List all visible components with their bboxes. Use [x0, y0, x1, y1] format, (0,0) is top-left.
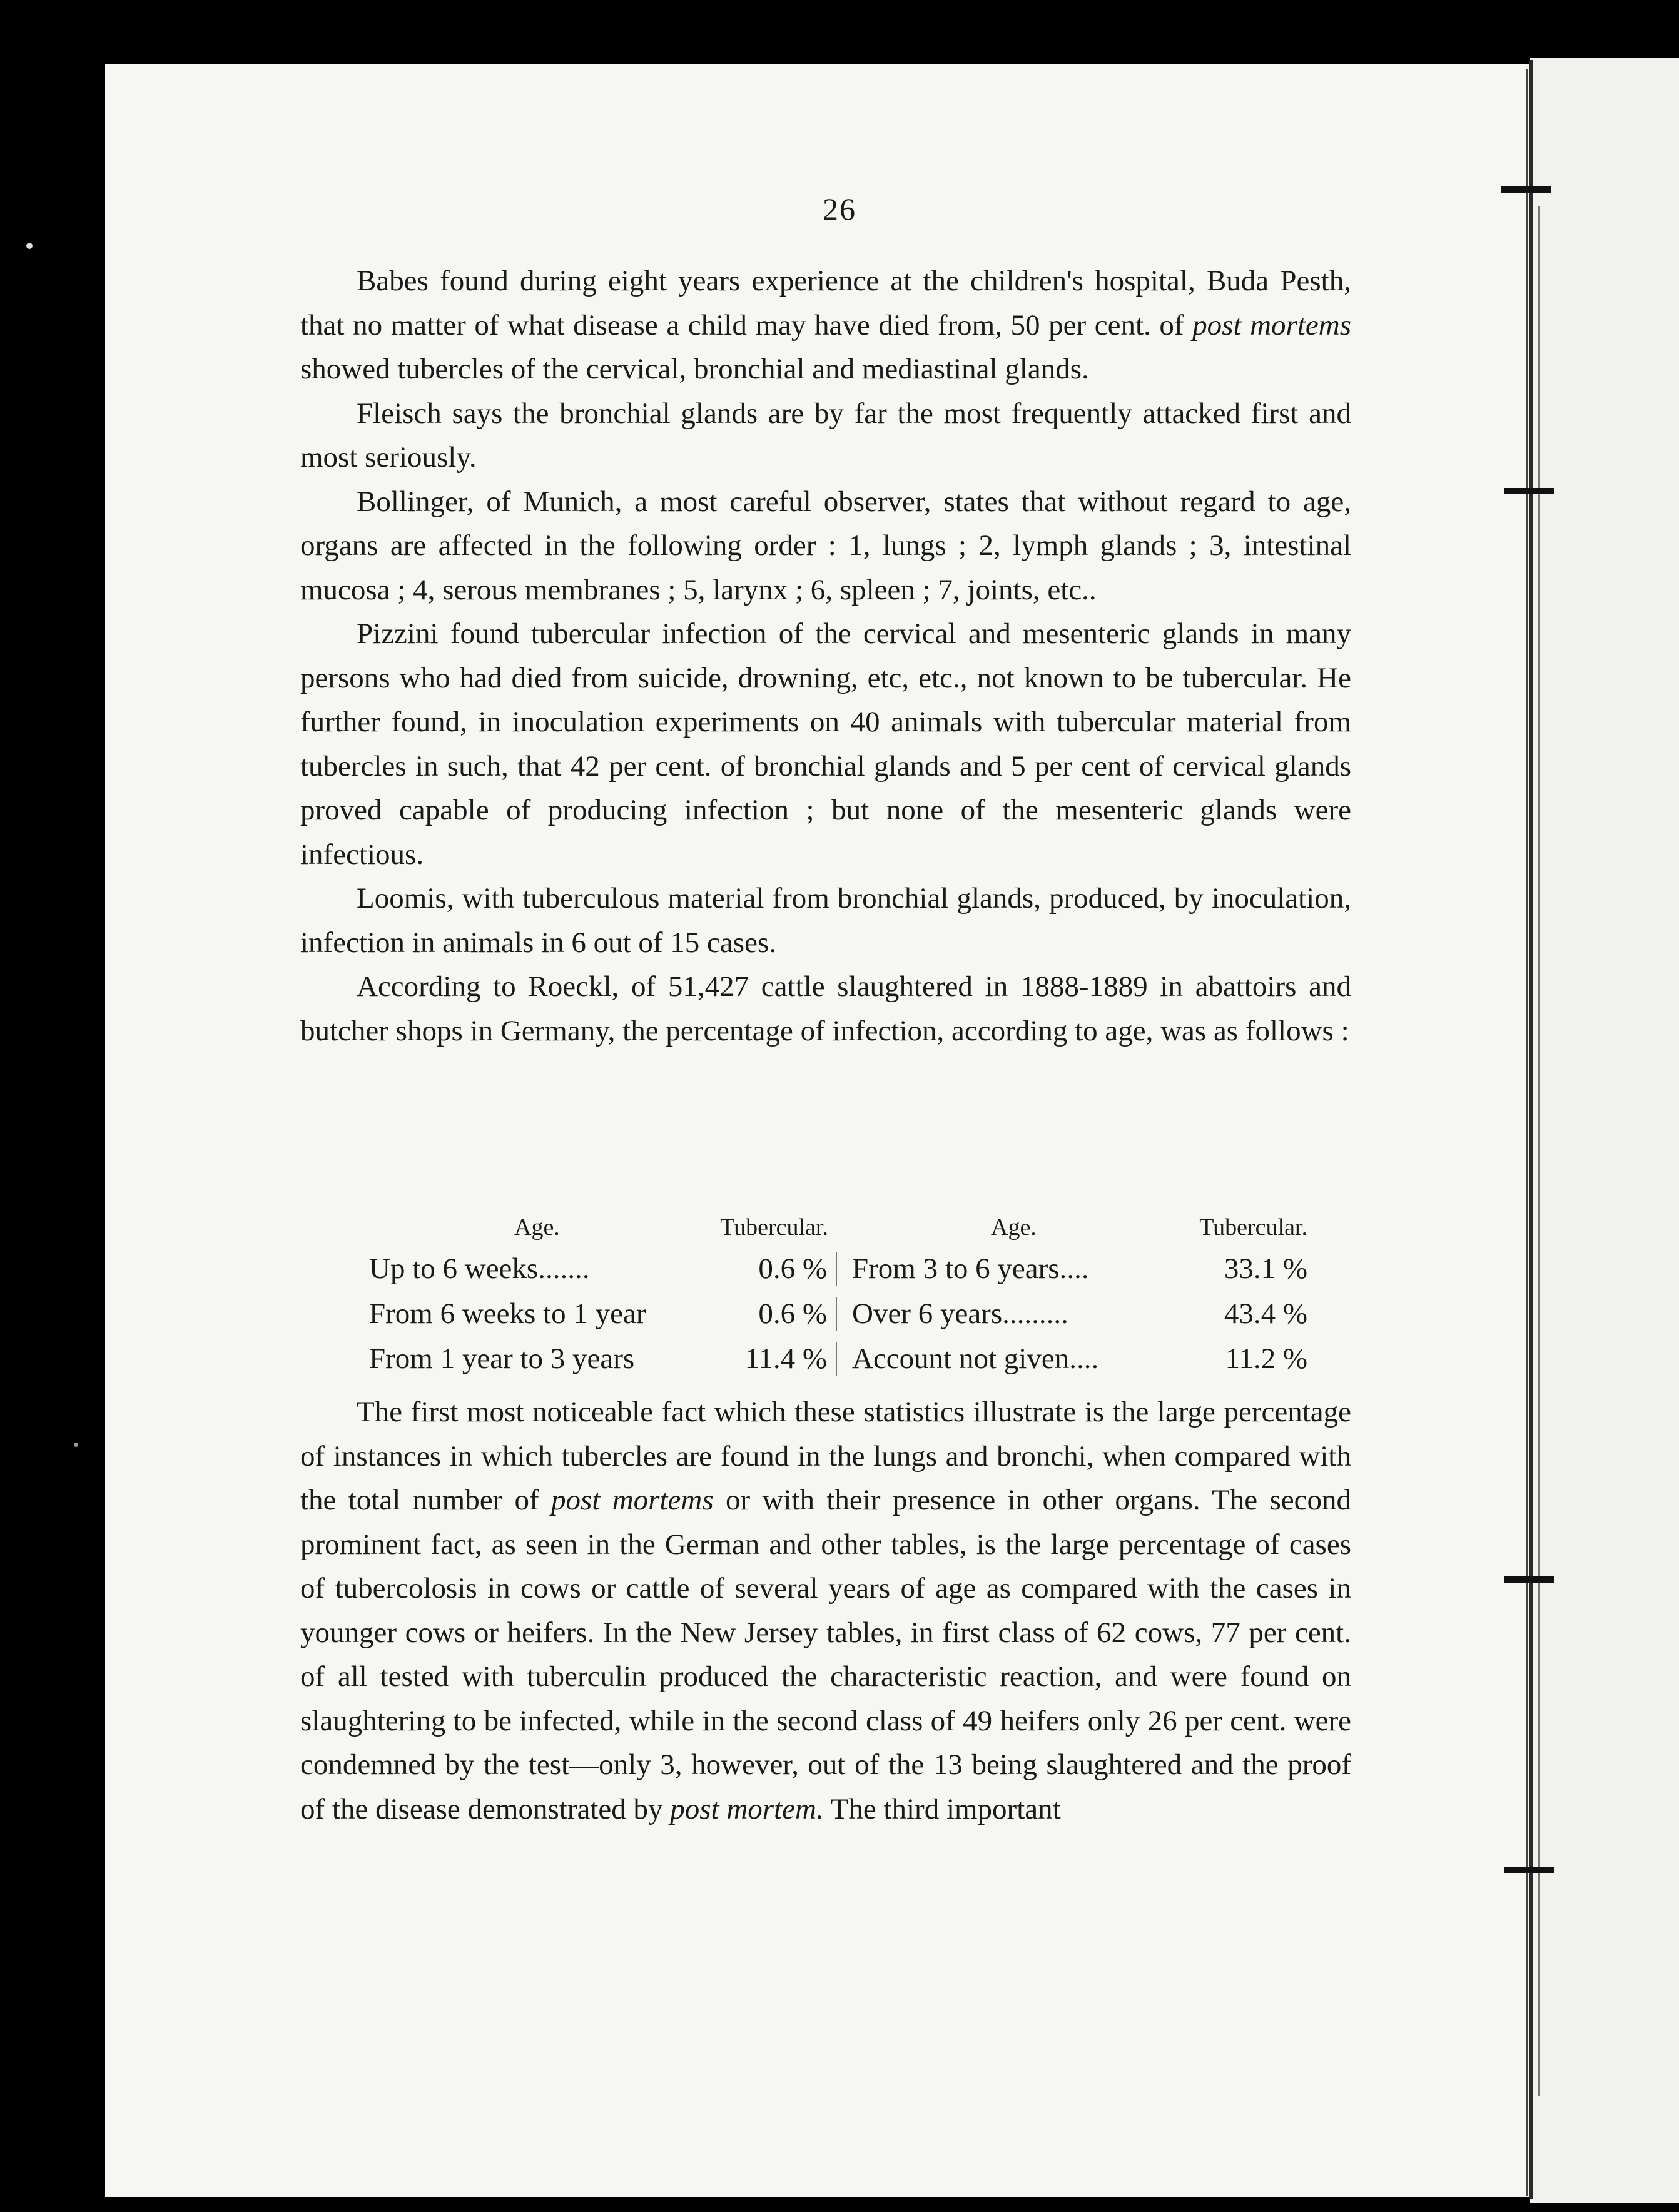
paragraph — [300, 612, 1351, 876]
table-header — [369, 1209, 1307, 1246]
italic-text: post mortem. — [670, 1792, 824, 1825]
facing-page-edge — [1530, 58, 1679, 2203]
paragraphs-after-table — [300, 1390, 1351, 1831]
age-header: Age. — [514, 1214, 560, 1240]
paragraph-text: Fleisch says the bronchial glands are by far the most frequently attacked first and most seriously. — [300, 397, 1351, 474]
percent-cell: 11.4 % — [744, 1342, 827, 1375]
italic-text: post mortems — [551, 1484, 714, 1516]
scan-speck — [74, 1443, 78, 1447]
percent-cell: 0.6 % — [758, 1297, 827, 1330]
paragraph-text: Pizzini found tubercular infection of the cervical and mesenteric glands in many persons who had died from suicide, drowning, etc, etc., not known to be tubercular. He further found, in inoculation experiments on 40 animals with tubercular material from tubercles in such, that 42 per cent. of bronchial glands and 5 per cent of cervical glands proved capable of producing infection ; but none of the mesenteric glands were infectious. — [300, 617, 1351, 871]
italic-text: post mortems — [1192, 308, 1351, 342]
tuberculosis-by-age-table — [369, 1209, 1307, 1381]
paragraph-text: Babes found during eight years experience at the children's hospital, Buda Pesth, that no matter of what disease a child may have died from, 50 per cent. of — [300, 265, 1351, 342]
page-fold-line — [1526, 69, 1528, 2196]
paragraph — [300, 259, 1351, 392]
paragraph — [300, 876, 1351, 965]
paragraph — [300, 1390, 1351, 1831]
binding-mark — [1504, 488, 1554, 494]
table-row — [369, 1336, 1307, 1381]
age-cell: Account not given.... — [852, 1342, 1099, 1375]
tubercular-header: Tubercular. — [1199, 1214, 1307, 1240]
paragraph — [300, 965, 1351, 1053]
age-cell: From 3 to 6 years.... — [852, 1252, 1089, 1285]
paragraph-text: showed tubercles of the cervical, bronchial and mediastinal glands. — [300, 353, 1089, 385]
binding-mark — [1504, 1867, 1554, 1873]
paragraph-text: Bollinger, of Munich, a most careful observer, states that without regard to age, organs are affected in the following order : 1, lungs ; 2, lymph glands ; 3, intestinal mucosa ; 4, serous membranes ; 5, larynx ; 6, spleen ; 7, joints, etc.. — [300, 485, 1351, 606]
paragraphs-before-table — [300, 259, 1351, 1053]
age-cell: Up to 6 weeks....... — [369, 1252, 590, 1285]
tubercular-header: Tubercular. — [720, 1214, 828, 1240]
page-number: 26 — [823, 191, 856, 226]
percent-cell: 11.2 % — [1225, 1342, 1307, 1375]
paragraph — [300, 480, 1351, 612]
age-cell: Over 6 years......... — [852, 1297, 1068, 1330]
table-row — [369, 1291, 1307, 1336]
page-edge-rule — [1529, 60, 1533, 2199]
age-cell: From 1 year to 3 years — [369, 1342, 635, 1375]
table-row — [369, 1246, 1307, 1291]
percent-cell: 0.6 % — [758, 1252, 827, 1285]
age-cell: From 6 weeks to 1 year — [369, 1297, 646, 1330]
scan-speck — [26, 243, 33, 249]
paragraph-text: or with their presence in other organs. The second prominent fact, as seen in the German and other tables, is the large percentage of cases of tubercolosis in cows or cattle of several years of age as compared with the cases in younger cows or heifers. In the New Jersey tables, in first class of 62 cows, 77 per cent. of all tested with tuberculin produced the characteristic reaction, and were found on slaughtering to be infected, while in the second class of 49 heifers only 26 per cent. were condemned by the test—only 3, however, out of the 13 being slaughtered and the proof of the disease demonstrated by — [300, 1484, 1351, 1825]
age-header: Age. — [991, 1214, 1037, 1240]
percent-cell: 43.4 % — [1224, 1297, 1307, 1330]
paragraph-text: According to Roeckl, of 51,427 cattle slaughtered in 1888-1889 in abattoirs and butcher shops in Germany, the percentage of infection, according to age, was as follows : — [300, 970, 1351, 1047]
page-body — [300, 259, 1351, 1053]
paragraph-text: Loomis, with tuberculous material from bronchial glands, produced, by inoculation, infection in animals in 6 out of 15 cases. — [300, 882, 1351, 959]
paragraph-text: The third important — [823, 1792, 1061, 1825]
percent-cell: 33.1 % — [1224, 1252, 1307, 1285]
paragraph-text: The first most noticeable fact which these statistics illustrate is the large percentage of instances in which tubercles are found in the lungs and bronchi, when compared with the total number of — [300, 1396, 1351, 1516]
paragraph — [300, 392, 1351, 480]
binding-mark — [1504, 1576, 1554, 1583]
page-body-continued — [300, 1390, 1351, 1831]
